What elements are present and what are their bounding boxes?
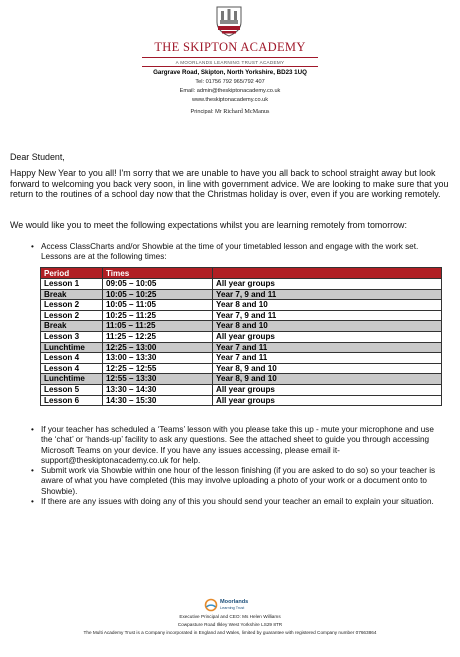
time-cell: 10:25 – 11:25 bbox=[103, 310, 213, 321]
year-group-cell: Year 8, 9 and 10 bbox=[213, 374, 442, 385]
year-group-cell: Year 7, 9 and 11 bbox=[213, 289, 442, 300]
year-group-cell: All year groups bbox=[213, 279, 442, 290]
bullet-text: If your teacher has scheduled a ‘Teams’ lesson with you please take this up - mute your microphone and use the ‘chat’ or ‘hands-up’ facility to ask any questions. See the attached sheet to guide you through accessing Microsoft Teams on your device. If you have any issues accessing, please email it-support@theskiptonacademy.co.uk for help. bbox=[41, 425, 434, 465]
table-row bbox=[41, 321, 442, 332]
trust-line: A MOORLANDS LEARNING TRUST ACADEMY bbox=[175, 60, 285, 65]
footer-ceo: Executive Principal and CEO: Ms Helen Williams bbox=[179, 614, 281, 619]
period-cell: Lesson 4 bbox=[41, 353, 103, 364]
column-header bbox=[213, 268, 442, 279]
table-row bbox=[41, 300, 442, 311]
year-group-cell: All year groups bbox=[213, 395, 442, 406]
list-item bbox=[0, 497, 460, 507]
table-row bbox=[41, 342, 442, 353]
school-address: Gargrave Road, Skipton, North Yorkshire, BD23 1UQ bbox=[153, 69, 307, 76]
expectations-list bbox=[0, 242, 460, 263]
year-group-cell: Year 8 and 10 bbox=[213, 300, 442, 311]
year-group-cell: Year 7 and 11 bbox=[213, 342, 442, 353]
bullet-icon: • bbox=[31, 425, 34, 434]
time-cell: 10:05 – 11:05 bbox=[103, 300, 213, 311]
table-row bbox=[41, 384, 442, 395]
intro-paragraph: Happy New Year to you all! I'm sorry that we are unable to have you all back to school straight away but look forward to welcoming you back very soon, in line with government advice. We are looking to make sure that you return to the routines of a school day now that the Christmas holiday is over, even if you are working remotely. bbox=[10, 168, 449, 200]
table-row bbox=[41, 395, 442, 406]
time-cell: 11:05 – 11:25 bbox=[103, 321, 213, 332]
principal-line bbox=[0, 108, 460, 115]
period-cell: Lesson 5 bbox=[41, 384, 103, 395]
expectations-list-continued bbox=[0, 425, 460, 507]
footer-address: Cowpasture Road Ilkley West Yorkshire LS29 8TR bbox=[177, 622, 283, 627]
table-row bbox=[41, 289, 442, 300]
trust-logo-subtitle: Learning Trust bbox=[220, 606, 245, 610]
table-row bbox=[41, 353, 442, 364]
principal-signature: Richard McManus bbox=[223, 108, 270, 115]
time-cell: 10:05 – 10:25 bbox=[103, 289, 213, 300]
principal-label: Principal: Mr bbox=[190, 109, 222, 115]
table-row bbox=[41, 310, 442, 321]
period-cell: Lesson 2 bbox=[41, 300, 103, 311]
period-cell: Lesson 6 bbox=[41, 395, 103, 406]
academy-name: THE SKIPTON ACADEMY bbox=[154, 40, 306, 54]
time-cell: 09:05 – 10:05 bbox=[103, 279, 213, 290]
salutation: Dear Student, bbox=[10, 152, 65, 162]
bullet-icon: • bbox=[31, 466, 34, 476]
year-group-cell: Year 7 and 11 bbox=[213, 353, 442, 364]
period-cell: Lunchtime bbox=[41, 342, 103, 353]
year-group-cell: Year 8 and 10 bbox=[213, 321, 442, 332]
period-cell: Break bbox=[41, 289, 103, 300]
header-rule-top bbox=[142, 57, 318, 58]
trust-logo-name: Moorlands bbox=[220, 599, 249, 605]
time-cell: 13:30 – 14:30 bbox=[103, 384, 213, 395]
column-header: Times bbox=[103, 268, 213, 279]
year-group-cell: All year groups bbox=[213, 384, 442, 395]
bullet-icon: • bbox=[31, 242, 34, 251]
period-cell: Lesson 3 bbox=[41, 331, 103, 342]
table-row bbox=[41, 331, 442, 342]
bullet-text: Submit work via Showbie within one hour of the lesson finishing (if you are asked to do so) so your teacher is aware of what you have completed (this may involve uploading a photo of your work or a document onto to Showbie). bbox=[41, 466, 436, 496]
school-crest-icon bbox=[212, 4, 246, 38]
year-group-cell: Year 8, 9 and 10 bbox=[213, 363, 442, 374]
expectations-paragraph: We would like you to meet the following expectations whilst you are learning remotely from tomorrow: bbox=[10, 220, 407, 230]
table-row bbox=[41, 279, 442, 290]
year-group-cell: Year 7, 9 and 11 bbox=[213, 310, 442, 321]
header-rule-bottom bbox=[142, 66, 318, 67]
year-group-cell: All year groups bbox=[213, 331, 442, 342]
bullet-text: Access ClassCharts and/or Showbie at the time of your timetabled lesson and engage with the work set. Lessons are at the following times: bbox=[41, 242, 419, 262]
period-cell: Lesson 2 bbox=[41, 310, 103, 321]
timetable-header-row bbox=[41, 268, 442, 279]
list-item bbox=[0, 425, 460, 466]
time-cell: 13:00 – 13:30 bbox=[103, 353, 213, 364]
website-link[interactable]: www.theskiptonacademy.co.uk bbox=[191, 97, 269, 103]
time-cell: 12:55 – 13:30 bbox=[103, 374, 213, 385]
period-cell: Lunchtime bbox=[41, 374, 103, 385]
period-cell: Lesson 1 bbox=[41, 279, 103, 290]
time-cell: 12:25 – 13:00 bbox=[103, 342, 213, 353]
timetable bbox=[40, 267, 442, 406]
table-row bbox=[41, 363, 442, 374]
telephone: Tel: 01756 792 965/792 407 bbox=[195, 79, 265, 85]
list-item bbox=[0, 242, 460, 263]
bullet-icon: • bbox=[31, 497, 34, 507]
footer-company-info: The Multi Academy Trust is a Company incorporated in England and Wales, limited by guarantee with registered Company number 07663864 bbox=[83, 630, 377, 635]
bullet-text: If there are any issues with doing any of this you should send your teacher an email to explain your situation. bbox=[41, 497, 434, 507]
time-cell: 11:25 – 12:25 bbox=[103, 331, 213, 342]
column-header: Period bbox=[41, 268, 103, 279]
trust-logo-icon bbox=[204, 598, 218, 612]
period-cell: Lesson 4 bbox=[41, 363, 103, 374]
time-cell: 14:30 – 15:30 bbox=[103, 395, 213, 406]
table-row bbox=[41, 374, 442, 385]
email-address[interactable]: Email: admin@theskiptonacademy.co.uk bbox=[179, 88, 281, 94]
list-item bbox=[0, 466, 460, 497]
period-cell: Break bbox=[41, 321, 103, 332]
time-cell: 12:25 – 12:55 bbox=[103, 363, 213, 374]
